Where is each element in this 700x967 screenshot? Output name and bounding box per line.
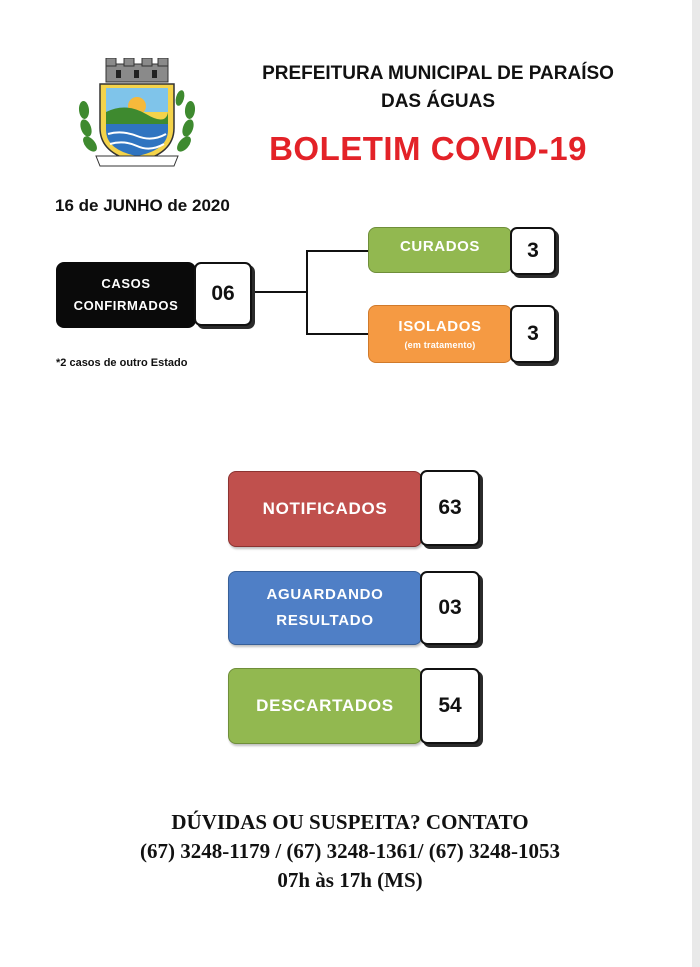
cured-label-text: CURADOS	[399, 238, 481, 255]
municipality-title-line2: DAS ÁGUAS	[380, 91, 495, 112]
connector-to-cured	[306, 250, 368, 252]
contact-heading: DÚVIDAS OU SUSPEITA? CONTATO	[171, 810, 529, 834]
contact-footer	[40, 808, 660, 895]
coat-of-arms-icon	[76, 58, 200, 170]
discarded-label-text: DESCARTADOS	[256, 696, 394, 715]
confirmed-cases-count: 06	[194, 262, 252, 326]
isolated-sublabel: (em tratamento)	[404, 340, 476, 350]
cured-label	[368, 227, 512, 273]
awaiting-label-line1: AGUARDANDO	[266, 586, 384, 603]
bulletin-date: 16 de JUNHO de 2020	[55, 196, 230, 215]
discarded-label	[228, 668, 422, 744]
awaiting-result-count: 03	[420, 571, 480, 645]
awaiting-label-line2: RESULTADO	[276, 612, 374, 629]
page-edge	[692, 0, 700, 967]
connector-horizontal-main	[252, 291, 307, 293]
isolated-label-text: ISOLADOS	[398, 318, 482, 335]
connector-to-isolated	[306, 333, 368, 335]
cured-count: 3	[510, 227, 556, 275]
municipality-title-line1: PREFEITURA MUNICIPAL DE PARAÍSO	[262, 63, 614, 84]
connector-vertical	[306, 250, 308, 334]
notified-label	[228, 471, 422, 547]
contact-hours: 07h às 17h (MS)	[277, 868, 423, 892]
discarded-count: 54	[420, 668, 480, 744]
isolated-label	[368, 305, 512, 363]
isolated-count: 3	[510, 305, 556, 363]
municipality-title	[218, 60, 658, 116]
confirmed-label-line2: CONFIRMADOS	[73, 298, 179, 313]
awaiting-result-label	[228, 571, 422, 645]
notified-label-text: NOTIFICADOS	[262, 499, 388, 518]
notified-count: 63	[420, 470, 480, 546]
confirmed-label-line1: CASOS	[101, 276, 151, 291]
bulletin-title: BOLETIM COVID-19	[269, 130, 587, 167]
confirmed-cases-label	[56, 262, 196, 328]
contact-phones: (67) 3248-1179 / (67) 3248-1361/ (67) 3248-1053	[140, 839, 560, 863]
confirmed-footnote: *2 casos de outro Estado	[56, 357, 188, 369]
